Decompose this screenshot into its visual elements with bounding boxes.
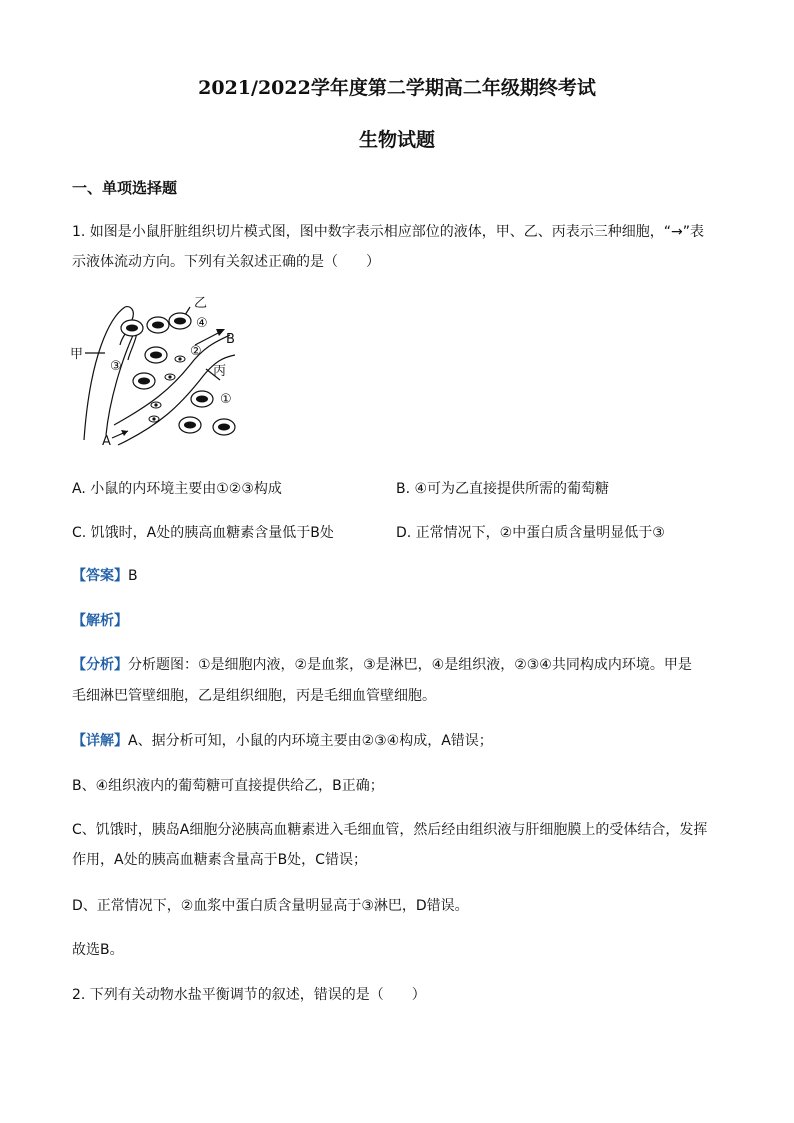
q1-detail-c-line2: 作用，A处的胰高血糖素含量高于B处，C错误； [72, 852, 367, 868]
xiangjie-tag: 【详解】 [72, 733, 128, 749]
q1-analysis-heading [72, 611, 128, 631]
label-B: B [226, 332, 235, 347]
q1-detail-a [72, 731, 493, 751]
label-jia: 甲 [70, 347, 84, 362]
analysis-tag: 【解析】 [72, 613, 128, 629]
exam-subtitle: 生物试题 [358, 129, 435, 151]
q1-option-b: B. ④可为乙直接提供所需的葡萄糖 [396, 481, 610, 497]
detail-a-text: A、据分析可知，小鼠的内环境主要由②③④构成，A错误； [128, 733, 493, 749]
q1-option-c: C. 饥饿时，A处的胰高血糖素含量低于B处 [72, 525, 334, 541]
exam-title: 2021/2022学年度第二学期高二年级期终考试 [198, 77, 596, 99]
label-bing: 丙 [213, 364, 227, 379]
q2-stem: 2. 下列有关动物水盐平衡调节的叙述，错误的是（ ） [72, 987, 426, 1003]
q1-detail-d: D、正常情况下，②血浆中蛋白质含量明显高于③淋巴，D错误。 [72, 898, 469, 914]
q1-detail-b: B、④组织液内的葡萄糖可直接提供给乙，B正确； [72, 778, 384, 794]
q1-fenxi-line1 [72, 655, 692, 675]
section-heading: 一、单项选择题 [72, 179, 178, 197]
label-A: A [102, 434, 111, 449]
label-n2: ② [190, 344, 202, 359]
q1-option-a: A. 小鼠的内环境主要由①②③构成 [72, 481, 282, 497]
label-n3: ③ [110, 359, 122, 374]
fenxi-tag: 【分析】 [72, 657, 128, 673]
answer-value: B [128, 568, 138, 584]
answer-tag: 【答案】 [72, 568, 128, 584]
label-n4: ④ [196, 316, 208, 331]
q1-conclusion: 故选B。 [72, 942, 124, 958]
q1-option-d: D. 正常情况下，②中蛋白质含量明显低于③ [396, 525, 665, 541]
q1-stem-line2: 示液体流动方向。下列有关叙述正确的是（ ） [72, 254, 380, 270]
liver-tissue-diagram [70, 295, 250, 455]
fenxi-text: 分析题图：①是细胞内液，②是血浆，③是淋巴，④是组织液，②③④共同构成内环境。甲是 [128, 657, 692, 673]
label-n1: ① [220, 392, 232, 407]
q1-stem-line1: 1. 如图是小鼠肝脏组织切片模式图，图中数字表示相应部位的液体，甲、乙、丙表示三种细胞，“→”表 [72, 224, 705, 240]
q1-detail-c-line1: C、饥饿时，胰岛A细胞分泌胰高血糖素进入毛细血管，然后经由组织液与肝细胞膜上的受体结合，发挥 [72, 822, 708, 838]
q1-answer-line [72, 566, 138, 586]
q1-fenxi-line2: 毛细淋巴管壁细胞，乙是组织细胞，丙是毛细血管壁细胞。 [72, 688, 436, 704]
label-yi: 乙 [194, 296, 208, 311]
